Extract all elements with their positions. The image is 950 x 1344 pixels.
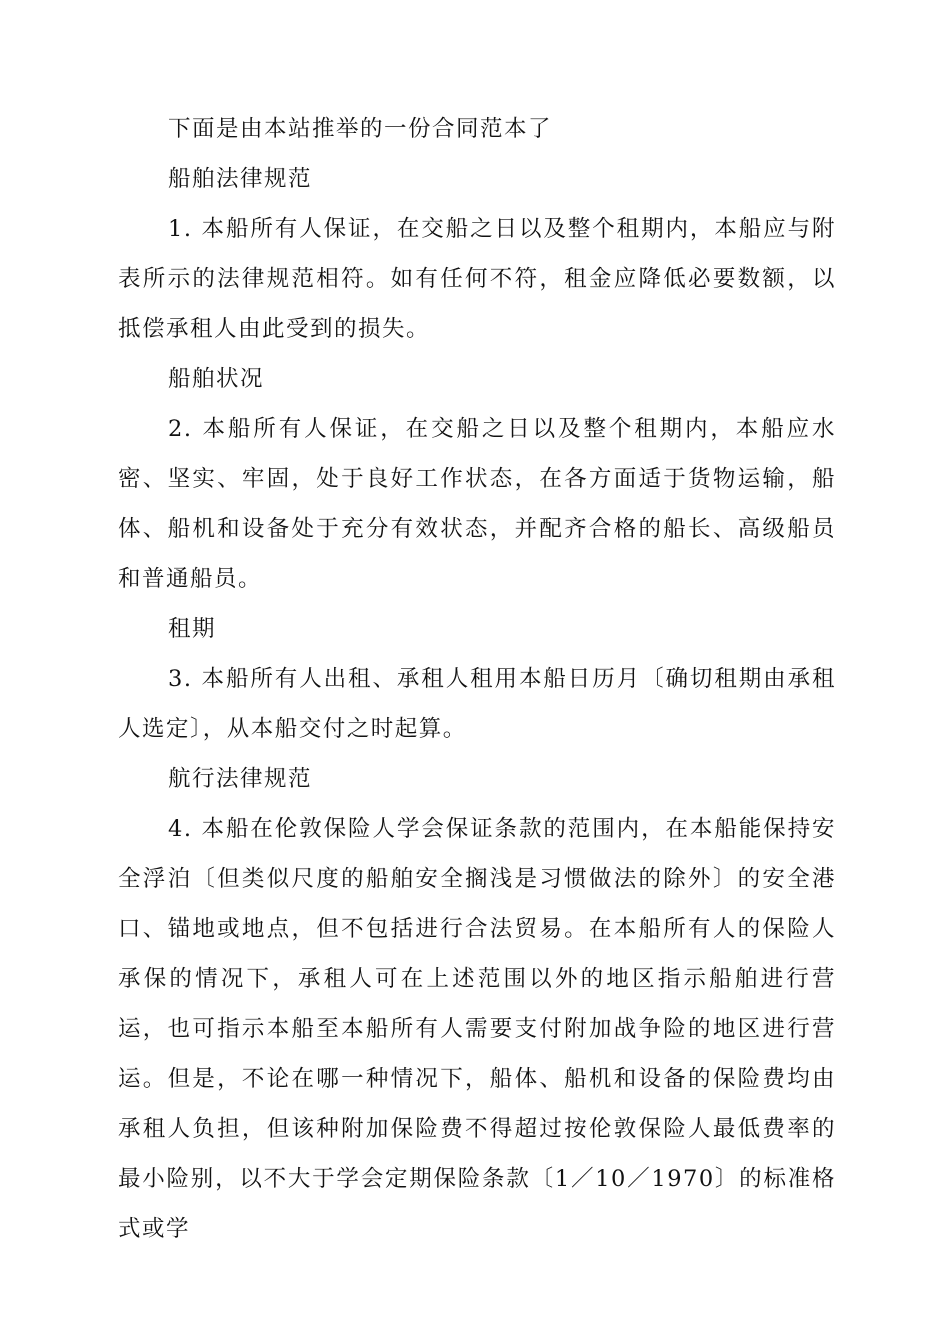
section-heading-legal-norms: 船舶法律规范	[168, 166, 313, 192]
section-heading-ship-condition: 船舶状况	[168, 366, 265, 392]
clause-4: 4. 本船在伦敦保险人学会保证条款的范围内，在本船能保持安全浮泊〔但类似尺度的船舶安全搁浅是习惯做法的除外〕的安全港口、锚地或地点，但不包括进行合法贸易。在本船所有人的保险人承保的情况下，承租人可在上述范围以外的地区指示船舶进行营运，也可指示本船至本船所有人需要支付附加战争险的地区进行营运。但是，不论在哪一种情况下，船体、船机和设备的保险费均由承租人负担，但该种附加保险费不得超过按伦敦保险人最低费率的最小险别，以不大于学会定期保险条款〔1／10／1970〕的标准格式或学	[118, 816, 836, 1242]
intro-line: 下面是由本站推举的一份合同范本了	[168, 116, 553, 142]
clause-3: 3. 本船所有人出租、承租人租用本船日历月〔确切租期由承租人选定〕，从本船交付之时起算。	[118, 666, 836, 742]
clause-2: 2. 本船所有人保证，在交船之日以及整个租期内，本船应水密、坚实、牢固，处于良好工作状态，在各方面适于货物运输，船体、船机和设备处于充分有效状态，并配齐合格的船长、高级船员和普通船员。	[118, 416, 836, 592]
section-heading-navigation-norms: 航行法律规范	[168, 766, 313, 792]
clause-1: 1. 本船所有人保证，在交船之日以及整个租期内，本船应与附表所示的法律规范相符。如有任何不符，租金应降低必要数额，以抵偿承租人由此受到的损失。	[118, 216, 836, 342]
section-heading-charter-period: 租期	[168, 616, 217, 642]
document-body	[118, 104, 836, 1254]
